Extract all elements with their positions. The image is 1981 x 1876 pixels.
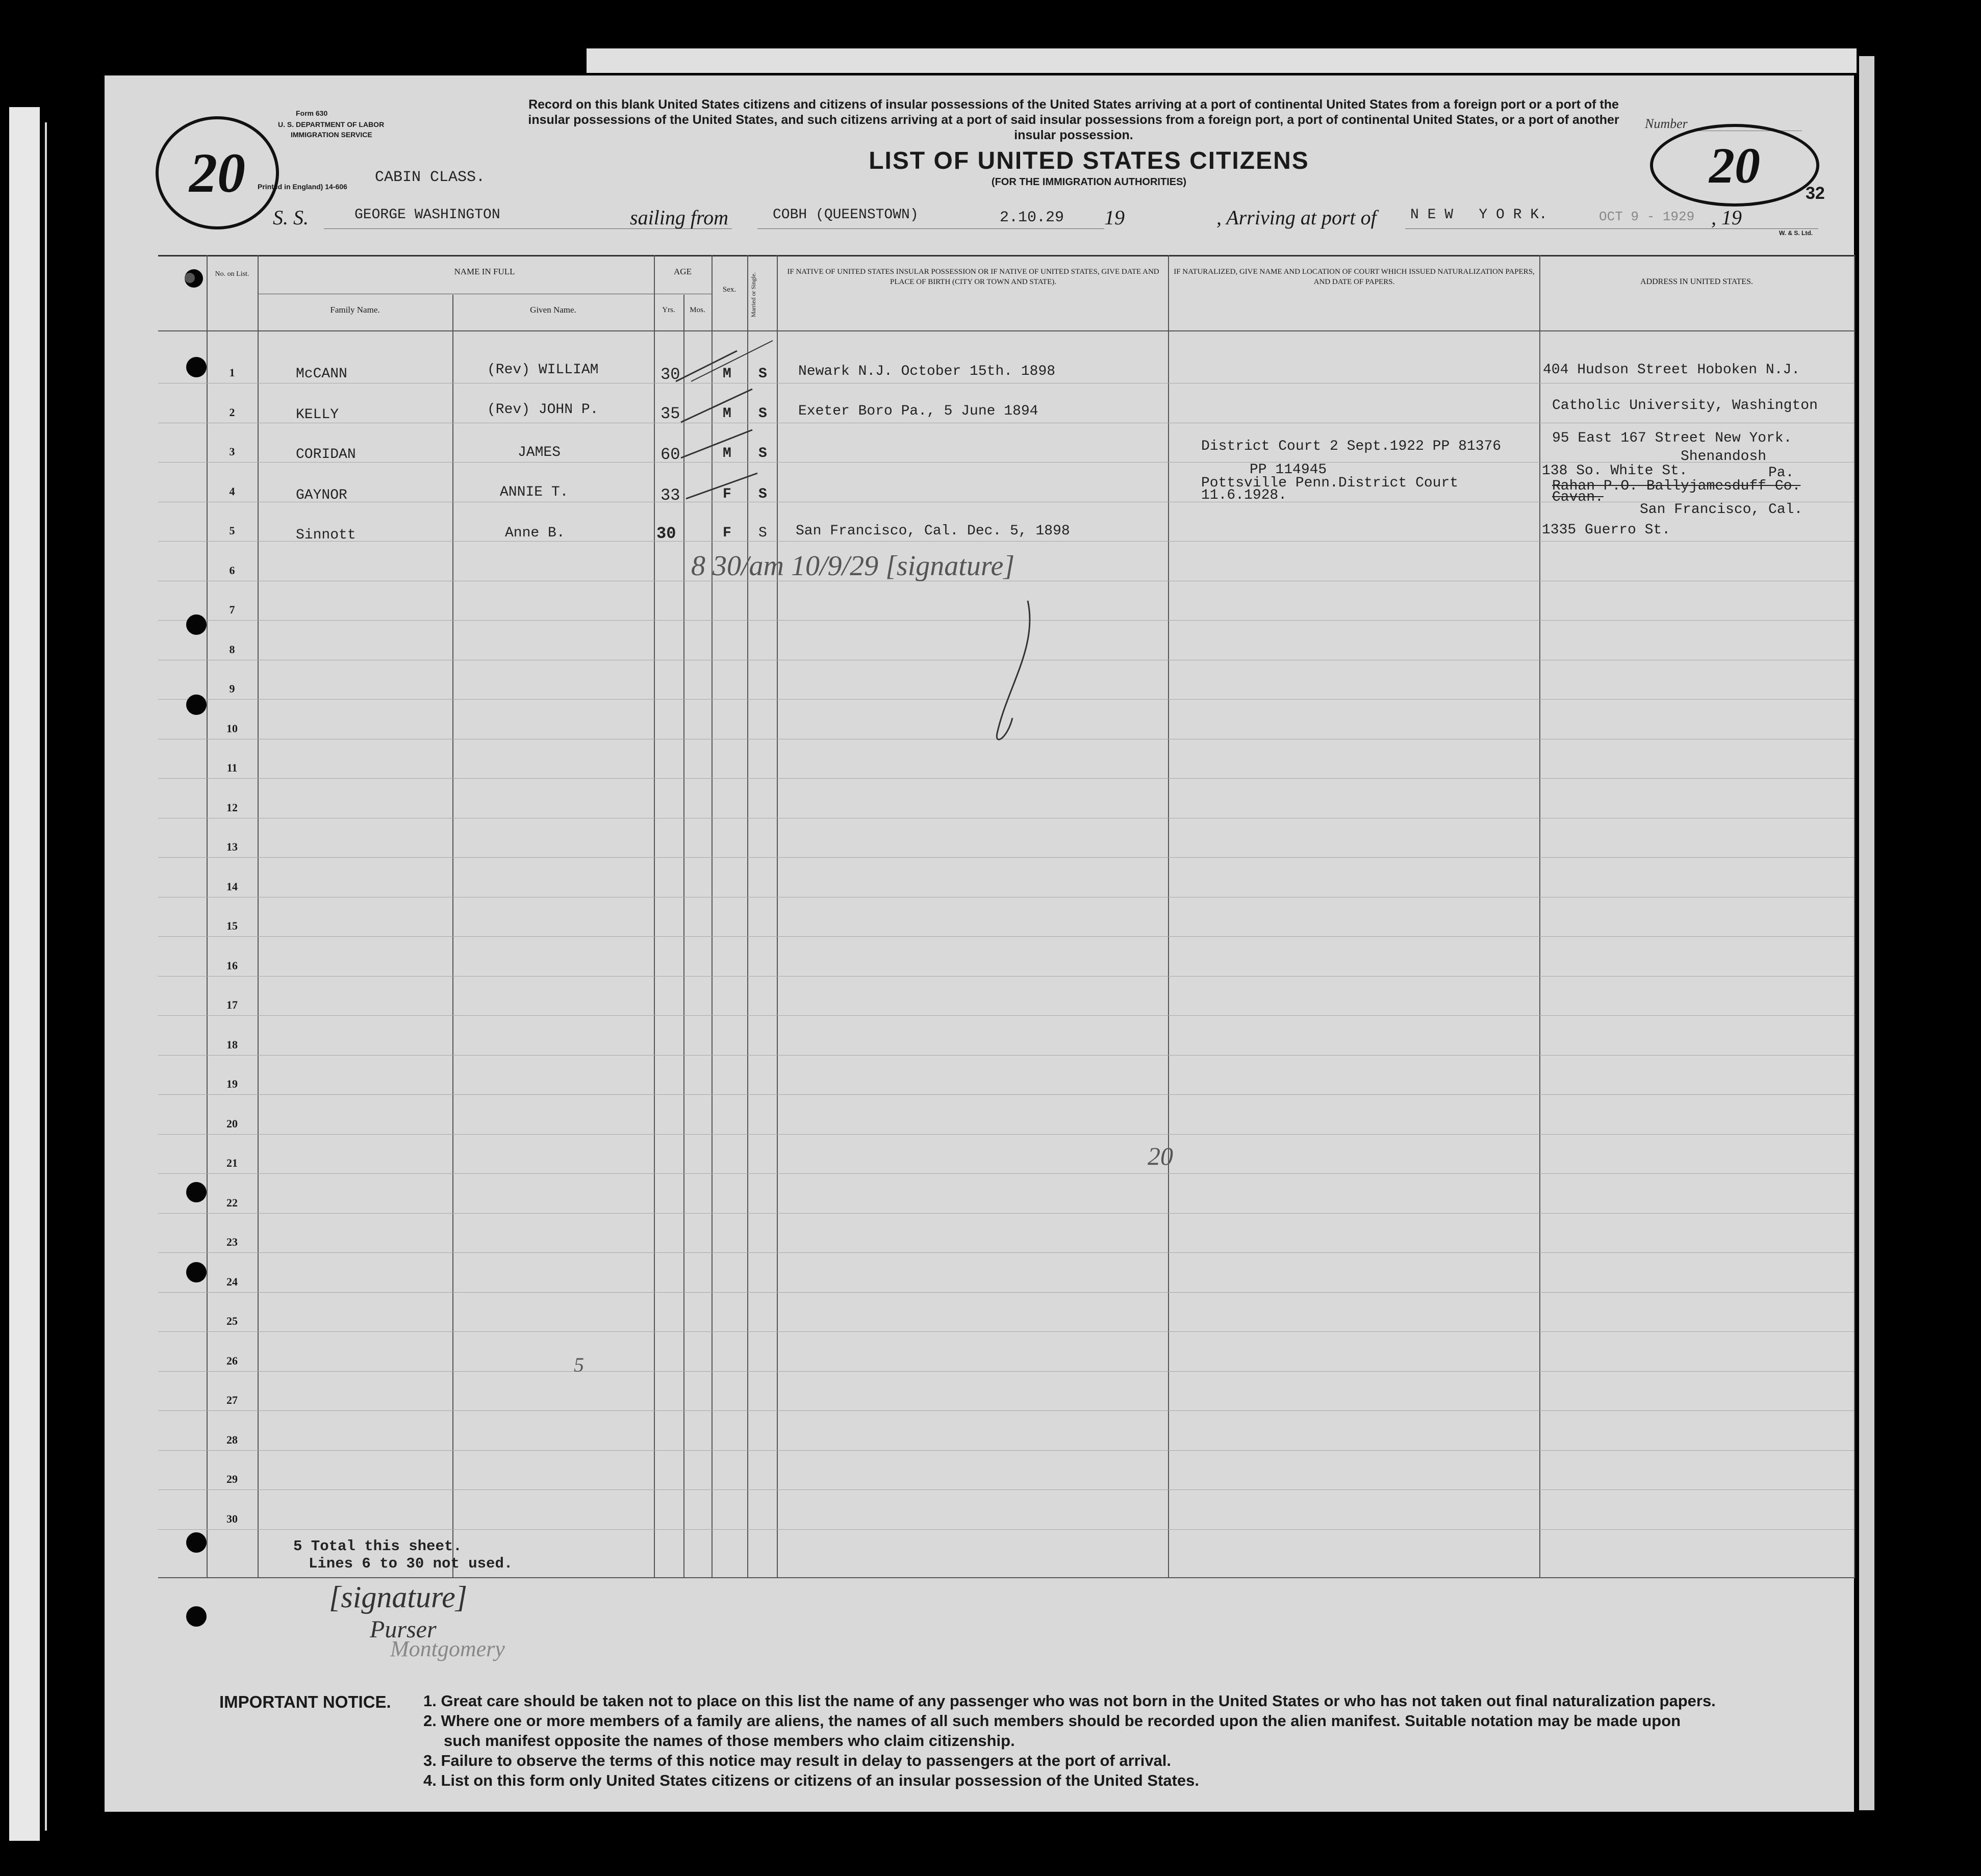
row-number: 4: [229, 484, 235, 498]
row-number: 9: [229, 682, 235, 695]
row5-family: Sinnott: [296, 527, 356, 543]
notice-item-4: 4. List on this form only United States citizens or citizens of an insular possession of the United States.: [423, 1771, 1199, 1789]
row-number: 7: [229, 603, 235, 616]
row-line: [158, 1015, 1854, 1016]
signature-tail: [987, 585, 1048, 749]
top-notice: Record on this blank United States citizens and citizens of insular possessions of the United States arriving at a port of continental United States from a foreign port or a port of the insular possessions of the United States, and such citizens arriving at a port of said insular possessions from a foreign port, a port of continental United States, or a port of another insular possession.: [528, 97, 1619, 142]
col-line-naturalized: [1168, 255, 1169, 1577]
row-line: [158, 936, 1854, 937]
row3-ms: S: [758, 446, 767, 461]
row-line: [158, 541, 1854, 542]
row-line: [158, 1055, 1854, 1056]
header-insular-birth: IF NATIVE OF UNITED STATES INSULAR POSSESSION OR IF NATIVE OF UNITED STATES, GIVE DATE AND PLACE OF BIRTH (CITY OR TOWN AND STATE).: [787, 268, 1159, 286]
notice-item-2-cont: such manifest opposite the names of those members who claim citizenship.: [444, 1732, 1015, 1750]
notice-item-2: 2. Where one or more members of a family are aliens, the names of all such members should be recorded upon the alien manifest. Suitable notation may be made upon: [423, 1712, 1681, 1730]
row-number: 18: [226, 1038, 238, 1051]
row3-family: CORIDAN: [296, 447, 356, 462]
from-underline: [757, 228, 1104, 229]
arrival-stamp: OCT 9 - 1929: [1599, 209, 1695, 224]
table-bottom-border: [158, 1577, 1854, 1578]
row1-family: McCANN: [296, 366, 347, 382]
row2-birth: Exeter Boro Pa., 5 June 1894: [798, 403, 1038, 419]
circled-number-right: [1650, 124, 1819, 207]
row-number: 28: [226, 1433, 238, 1446]
binder-hole: [186, 1182, 207, 1202]
sailing-from: COBH (QUEENSTOWN): [773, 207, 919, 223]
row1-given: (Rev) WILLIAM: [487, 362, 599, 378]
row3-yrs: 60: [661, 445, 680, 464]
row-number: 16: [226, 959, 238, 972]
row5-given: Anne B.: [505, 525, 565, 541]
header-address: ADDRESS IN UNITED STATES.: [1640, 277, 1753, 286]
binder-hole: [186, 614, 207, 635]
row2-yrs: 35: [661, 404, 680, 423]
row5-address: 1335 Guerro St.: [1542, 522, 1671, 538]
row-number: 1: [229, 366, 235, 379]
row-number: 8: [229, 643, 235, 656]
row3-sex: M: [723, 446, 731, 461]
row-number: 30: [226, 1512, 238, 1525]
handwritten-center-mark: 20: [1148, 1142, 1173, 1170]
row-number: 14: [226, 880, 238, 893]
row-number: 17: [226, 998, 238, 1011]
row4-address-pa: Pa.: [1768, 465, 1794, 481]
row-line: [158, 1213, 1854, 1214]
row4-address-cavan: Cavan.: [1552, 490, 1604, 505]
binder-hole-top-gap: [185, 273, 195, 283]
row-line: [158, 1134, 1854, 1135]
header-mos: Mos.: [690, 306, 705, 314]
row-number: 22: [226, 1196, 238, 1209]
binder-hole: [186, 1606, 207, 1627]
row2-ms: S: [758, 406, 767, 422]
page-title: LIST OF UNITED STATES CITIZENS: [869, 147, 1309, 174]
row4-address-shenandoah: Shenandosh: [1681, 449, 1767, 465]
col-line-no: [207, 255, 208, 1577]
header-naturalized: IF NATURALIZED, GIVE NAME AND LOCATION OF COURT WHICH ISSUED NATURALIZATION PAPERS, AND DATE OF PAPERS.: [1174, 268, 1535, 286]
row4-yrs: 33: [661, 486, 680, 505]
row-number: 10: [226, 722, 238, 735]
row-number: 6: [229, 563, 235, 577]
handwritten-small-mark: 5: [574, 1353, 584, 1376]
row5-yrs: 30: [656, 524, 676, 543]
ss-label: S. S.: [273, 206, 309, 229]
row-line: [158, 1529, 1854, 1530]
row3-given: JAMES: [518, 445, 561, 460]
cabin-class: CABIN CLASS.: [375, 169, 486, 186]
header-family-name: Family Name.: [330, 305, 380, 315]
row1-address: 404 Hudson Street Hoboken N.J.: [1543, 362, 1800, 378]
notice-item-3: 3. Failure to observe the terms of this notice may result in delay to passengers at the port of arrival.: [423, 1752, 1172, 1769]
stamp-faded: Montgomery: [390, 1636, 505, 1661]
row-line: [158, 857, 1854, 858]
circled-number-left: [156, 116, 279, 229]
department: U. S. DEPARTMENT OF LABOR: [278, 120, 385, 129]
row-number: 25: [226, 1315, 238, 1327]
sailing-date: 2.10.29: [1000, 209, 1064, 226]
lines-not-used: Lines 6 to 30 not used.: [309, 1555, 513, 1572]
binder-hole: [186, 357, 207, 377]
row4-sex: F: [723, 486, 731, 502]
row4-family: GAYNOR: [296, 487, 347, 503]
row4-naturalized-date: 11.6.1928.: [1201, 487, 1287, 503]
handwritten-annotation: 8 30/am 10/9/29 [signature]: [691, 550, 1015, 582]
row5-birth: San Francisco, Cal. Dec. 5, 1898: [796, 523, 1070, 539]
header-sex: Sex.: [722, 286, 736, 294]
row2-given: (Rev) JOHN P.: [487, 402, 599, 418]
film-edge-line: [45, 122, 47, 1831]
row4-address: 138 So. White St.: [1542, 463, 1688, 479]
header-no-on-list: No. on List.: [215, 270, 249, 278]
notice-item-1: 1. Great care should be taken not to place on this list the name of any passenger who was not born in the United States or who has not taken out final naturalization papers.: [423, 1692, 1716, 1710]
header-married-single: Married or Single.: [750, 272, 757, 318]
film-edge: [9, 107, 40, 1841]
service: IMMIGRATION SERVICE: [291, 131, 372, 139]
row1-yrs: 30: [661, 365, 680, 384]
row-number: 11: [226, 761, 238, 774]
row2-address: Catholic University, Washington: [1552, 398, 1818, 414]
header-age: AGE: [674, 267, 692, 276]
total-sheet: 5 Total this sheet.: [293, 1538, 462, 1555]
row-number: 24: [226, 1275, 238, 1288]
signature-purser: Purser: [370, 1616, 437, 1643]
manifest-sheet: [105, 75, 1854, 1812]
port-underline: [1405, 228, 1818, 229]
row-line: [158, 1489, 1854, 1490]
binder-hole: [186, 695, 207, 715]
page-subtitle: (FOR THE IMMIGRATION AUTHORITIES): [991, 176, 1187, 188]
arriving-label: , Arriving at port of: [1216, 206, 1377, 229]
row-number: 29: [226, 1473, 238, 1485]
table-right-border: [1854, 255, 1855, 1578]
year-label: 19: [1104, 206, 1125, 229]
printer-mark: W. & S. Ltd.: [1779, 229, 1813, 237]
page-number: 32: [1806, 184, 1825, 203]
notice-items: [423, 1691, 1851, 1790]
row5-ms: S: [758, 525, 767, 541]
header-bottom-border: [158, 330, 1854, 331]
row4-given: ANNIE T.: [500, 484, 569, 500]
ship-name: GEORGE WASHINGTON: [354, 207, 500, 223]
row-line: [158, 1371, 1854, 1372]
row3-naturalized: District Court 2 Sept.1922 PP 81376: [1201, 439, 1502, 454]
notice-label: IMPORTANT NOTICE.: [219, 1692, 391, 1711]
header-name-in-full: NAME IN FULL: [454, 267, 515, 276]
row-number: 26: [226, 1354, 238, 1367]
row5-sex: F: [723, 525, 731, 541]
row-line: [158, 1410, 1854, 1411]
row1-birth: Newark N.J. October 15th. 1898: [798, 364, 1056, 379]
row-number: 19: [226, 1077, 238, 1090]
row-line: [158, 1173, 1854, 1174]
row-number: 21: [226, 1157, 238, 1169]
arrival-port: N E W Y O R K.: [1410, 207, 1547, 223]
row-number: 2: [229, 405, 235, 419]
paper-right-edge: [1859, 56, 1874, 1810]
col-line-family: [258, 255, 259, 1577]
row-line: [158, 1252, 1854, 1253]
row-number: 27: [226, 1394, 238, 1406]
row-number: 5: [229, 524, 235, 537]
row1-sex: M: [723, 366, 731, 382]
binder-hole: [186, 1262, 207, 1282]
row4-address-sf: San Francisco, Cal.: [1640, 502, 1803, 518]
row-number: 23: [226, 1236, 238, 1248]
row1-ms: S: [758, 366, 767, 382]
row-number: 15: [226, 919, 238, 932]
circled-number-left-text: 20: [189, 141, 245, 204]
number-label: Number: [1645, 116, 1688, 131]
binder-hole: [186, 1532, 207, 1553]
row4-naturalized-pp: PP 114945: [1250, 462, 1327, 478]
col-line-address: [1539, 255, 1540, 1577]
table-top-border: [158, 255, 1854, 256]
row-line: [158, 1331, 1854, 1332]
row-number: 20: [226, 1117, 238, 1130]
row4-address-struck: Rahan P.O. Ballyjamesduff Co.: [1552, 478, 1801, 494]
paper-top-strip: [587, 48, 1857, 73]
printed-note: Printed in England) 14-606: [258, 183, 347, 191]
row-number: 12: [226, 801, 238, 814]
header-yrs: Yrs.: [662, 306, 675, 314]
row-line: [158, 1292, 1854, 1293]
row-line: [158, 1450, 1854, 1451]
row2-family: KELLY: [296, 407, 339, 423]
sailing-label: sailing from: [630, 206, 728, 229]
col-line-yrs: [654, 255, 655, 1577]
row-line: [158, 778, 1854, 779]
header-given-name: Given Name.: [530, 305, 576, 315]
row4-naturalized-court: Pottsville Penn.District Court: [1201, 475, 1459, 491]
row-number: 13: [226, 840, 238, 853]
row4-ms: S: [758, 486, 767, 502]
signature-1: [signature]: [329, 1580, 468, 1614]
row3-address: 95 East 167 Street New York.: [1552, 430, 1792, 446]
circled-number-right-text: 20: [1709, 137, 1760, 194]
form-number: Form 630: [296, 109, 328, 117]
row-line: [158, 1094, 1854, 1095]
year-label-2: , 19: [1711, 206, 1742, 229]
row-number: 3: [229, 445, 235, 458]
row2-sex: M: [723, 406, 731, 422]
